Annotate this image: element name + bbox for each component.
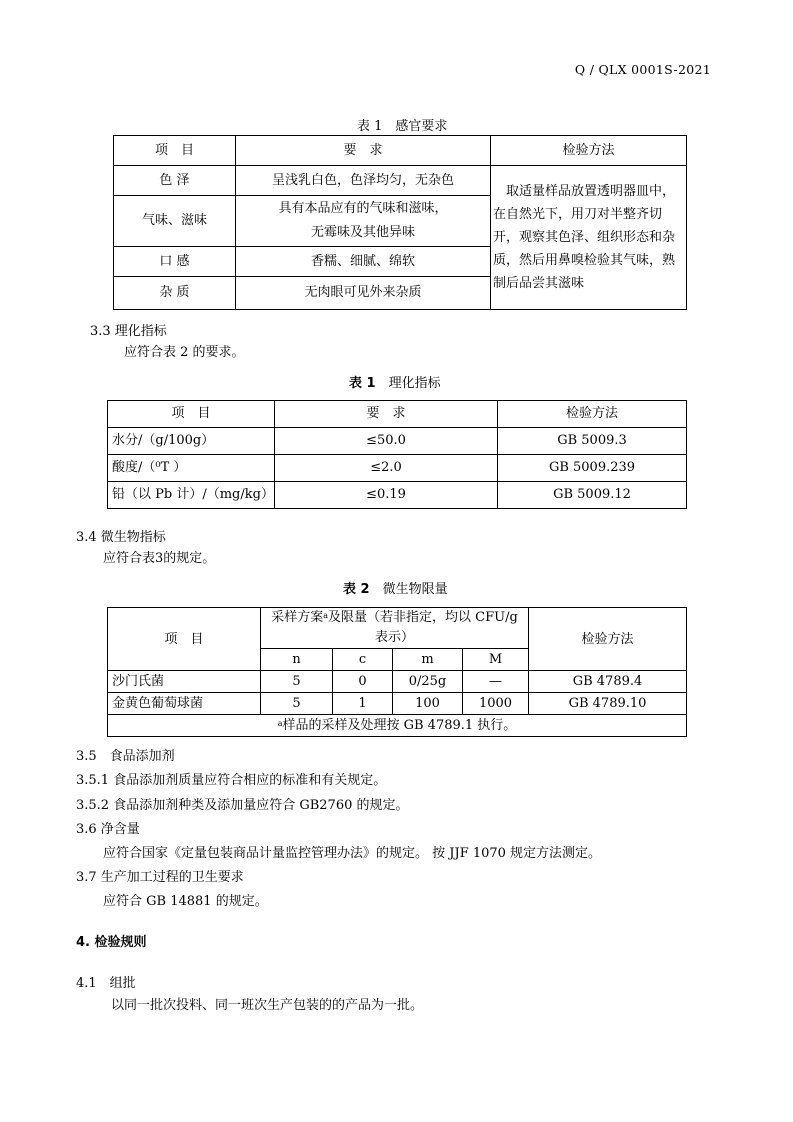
table-footnote-row <box>108 715 687 737</box>
header-requirement: 要 求 <box>275 401 498 428</box>
table-row <box>114 166 687 196</box>
header-method: 检验方法 <box>498 401 687 428</box>
table2-caption-text: 理化指标 <box>388 376 441 391</box>
table-footnote: $^a$样品的采样及处理按 GB 4789.1 执行。 <box>108 715 687 737</box>
table3-caption <box>343 578 448 597</box>
table-header-row <box>114 136 687 166</box>
row-M: 1000 <box>463 693 529 715</box>
header-requirement: 要 求 <box>236 136 491 166</box>
row-method: GB 5009.3 <box>498 428 687 455</box>
footnote-marker: a <box>323 611 329 620</box>
document-code: Q / QLX 0001S-2021 <box>574 62 711 77</box>
row-item: 铅（以 Pb 计）/（mg/kg） <box>108 482 275 509</box>
row-requirement: ≤0.19 <box>275 482 498 509</box>
row-requirement: 具有本品应有的气味和滋味， 无霉味及其他异味 <box>236 196 491 247</box>
header-item: 项 目 <box>114 136 236 166</box>
header-method: 检验方法 <box>491 136 687 166</box>
table-row <box>108 671 687 693</box>
section-3-5-1: 3.5.1 食品添加剂质量应符合相应的标准和有关规定。 <box>76 773 387 788</box>
table2-caption-number: 表 1 <box>349 376 376 391</box>
row-c: 0 <box>333 671 393 693</box>
table1-caption: 表 1 感官要求 <box>357 119 448 134</box>
row-item: 杂 质 <box>114 277 236 310</box>
table-row <box>108 693 687 715</box>
section-3-5-title: 3.5 食品添加剂 <box>76 749 175 764</box>
row-m: 0/25g <box>393 671 463 693</box>
section-3-6-title: 3.6 净含量 <box>76 822 140 837</box>
row-method: GB 5009.239 <box>498 455 687 482</box>
row-item: 酸度/（⁰T ） <box>108 455 275 482</box>
section-3-4-text: 应符合表3的规定。 <box>103 551 216 566</box>
physicochemical-table <box>107 400 687 509</box>
header-sampling-plan: 采样方案$^a$及限量（若非指定，均以 CFU/g 表示） <box>261 608 529 649</box>
row-requirement: 香糯、细腻、绵软 <box>236 247 491 277</box>
section-3-5-2: 3.5.2 食品添加剂种类及添加量应符合 GB2760 的规定。 <box>76 798 409 813</box>
row-item: 沙门氏菌 <box>108 671 261 693</box>
row-method: 取适量样品放置透明器皿中，在自然光下，用刀对半整齐切开，观察其色泽、组织形态和杂质，然后用鼻嗅检验其气味，熟制后品尝其滋味 <box>491 166 687 310</box>
table2-caption <box>349 372 441 391</box>
header-item: 项 目 <box>108 401 275 428</box>
row-c: 1 <box>333 693 393 715</box>
table-header-row <box>108 608 687 649</box>
section-4-1-title: 4.1 组批 <box>76 976 136 991</box>
row-n: 5 <box>261 693 333 715</box>
section-4-title: 4. 检验规则 <box>76 935 147 950</box>
section-4-1-text: 以同一批次投料、同一班次生产包装的的产品为一批。 <box>111 998 424 1013</box>
header-method: 检验方法 <box>529 608 687 671</box>
section-3-3-text: 应符合表 2 的要求。 <box>124 345 245 360</box>
section-3-4-title: 3.4 微生物指标 <box>76 530 166 545</box>
microbial-limits-table <box>107 607 687 737</box>
subheader-M: M <box>463 649 529 671</box>
row-item: 气味、滋味 <box>114 196 236 247</box>
row-requirement: ≤2.0 <box>275 455 498 482</box>
header-item: 项 目 <box>108 608 261 671</box>
row-method: GB 4789.10 <box>529 693 687 715</box>
table3-caption-text: 微生物限量 <box>382 582 448 597</box>
section-3-6-text: 应符合国家《定量包装商品计量监控管理办法》的规定。 按 JJF 1070 规定方法测定。 <box>103 846 602 861</box>
subheader-n: n <box>261 649 333 671</box>
sensory-requirements-table <box>113 135 687 310</box>
row-item: 水分/（g/100g） <box>108 428 275 455</box>
subheader-m: m <box>393 649 463 671</box>
row-item: 金黄色葡萄球菌 <box>108 693 261 715</box>
table3-caption-number: 表 2 <box>343 582 370 597</box>
row-method: GB 4789.4 <box>529 671 687 693</box>
section-3-7-title: 3.7 生产加工过程的卫生要求 <box>76 870 244 885</box>
row-m: 100 <box>393 693 463 715</box>
section-3-7-text: 应符合 GB 14881 的规定。 <box>103 894 268 909</box>
row-n: 5 <box>261 671 333 693</box>
row-requirement: 无肉眼可见外来杂质 <box>236 277 491 310</box>
row-method: GB 5009.12 <box>498 482 687 509</box>
table-header-row <box>108 401 687 428</box>
row-M: — <box>463 671 529 693</box>
row-item: 口 感 <box>114 247 236 277</box>
table-row <box>108 482 687 509</box>
row-requirement: ≤50.0 <box>275 428 498 455</box>
row-item: 色 泽 <box>114 166 236 196</box>
subheader-c: c <box>333 649 393 671</box>
table-row <box>108 455 687 482</box>
table-row <box>108 428 687 455</box>
section-3-3-title: 3.3 理化指标 <box>90 324 167 339</box>
row-requirement: 呈浅乳白色，色泽均匀，无杂色 <box>236 166 491 196</box>
